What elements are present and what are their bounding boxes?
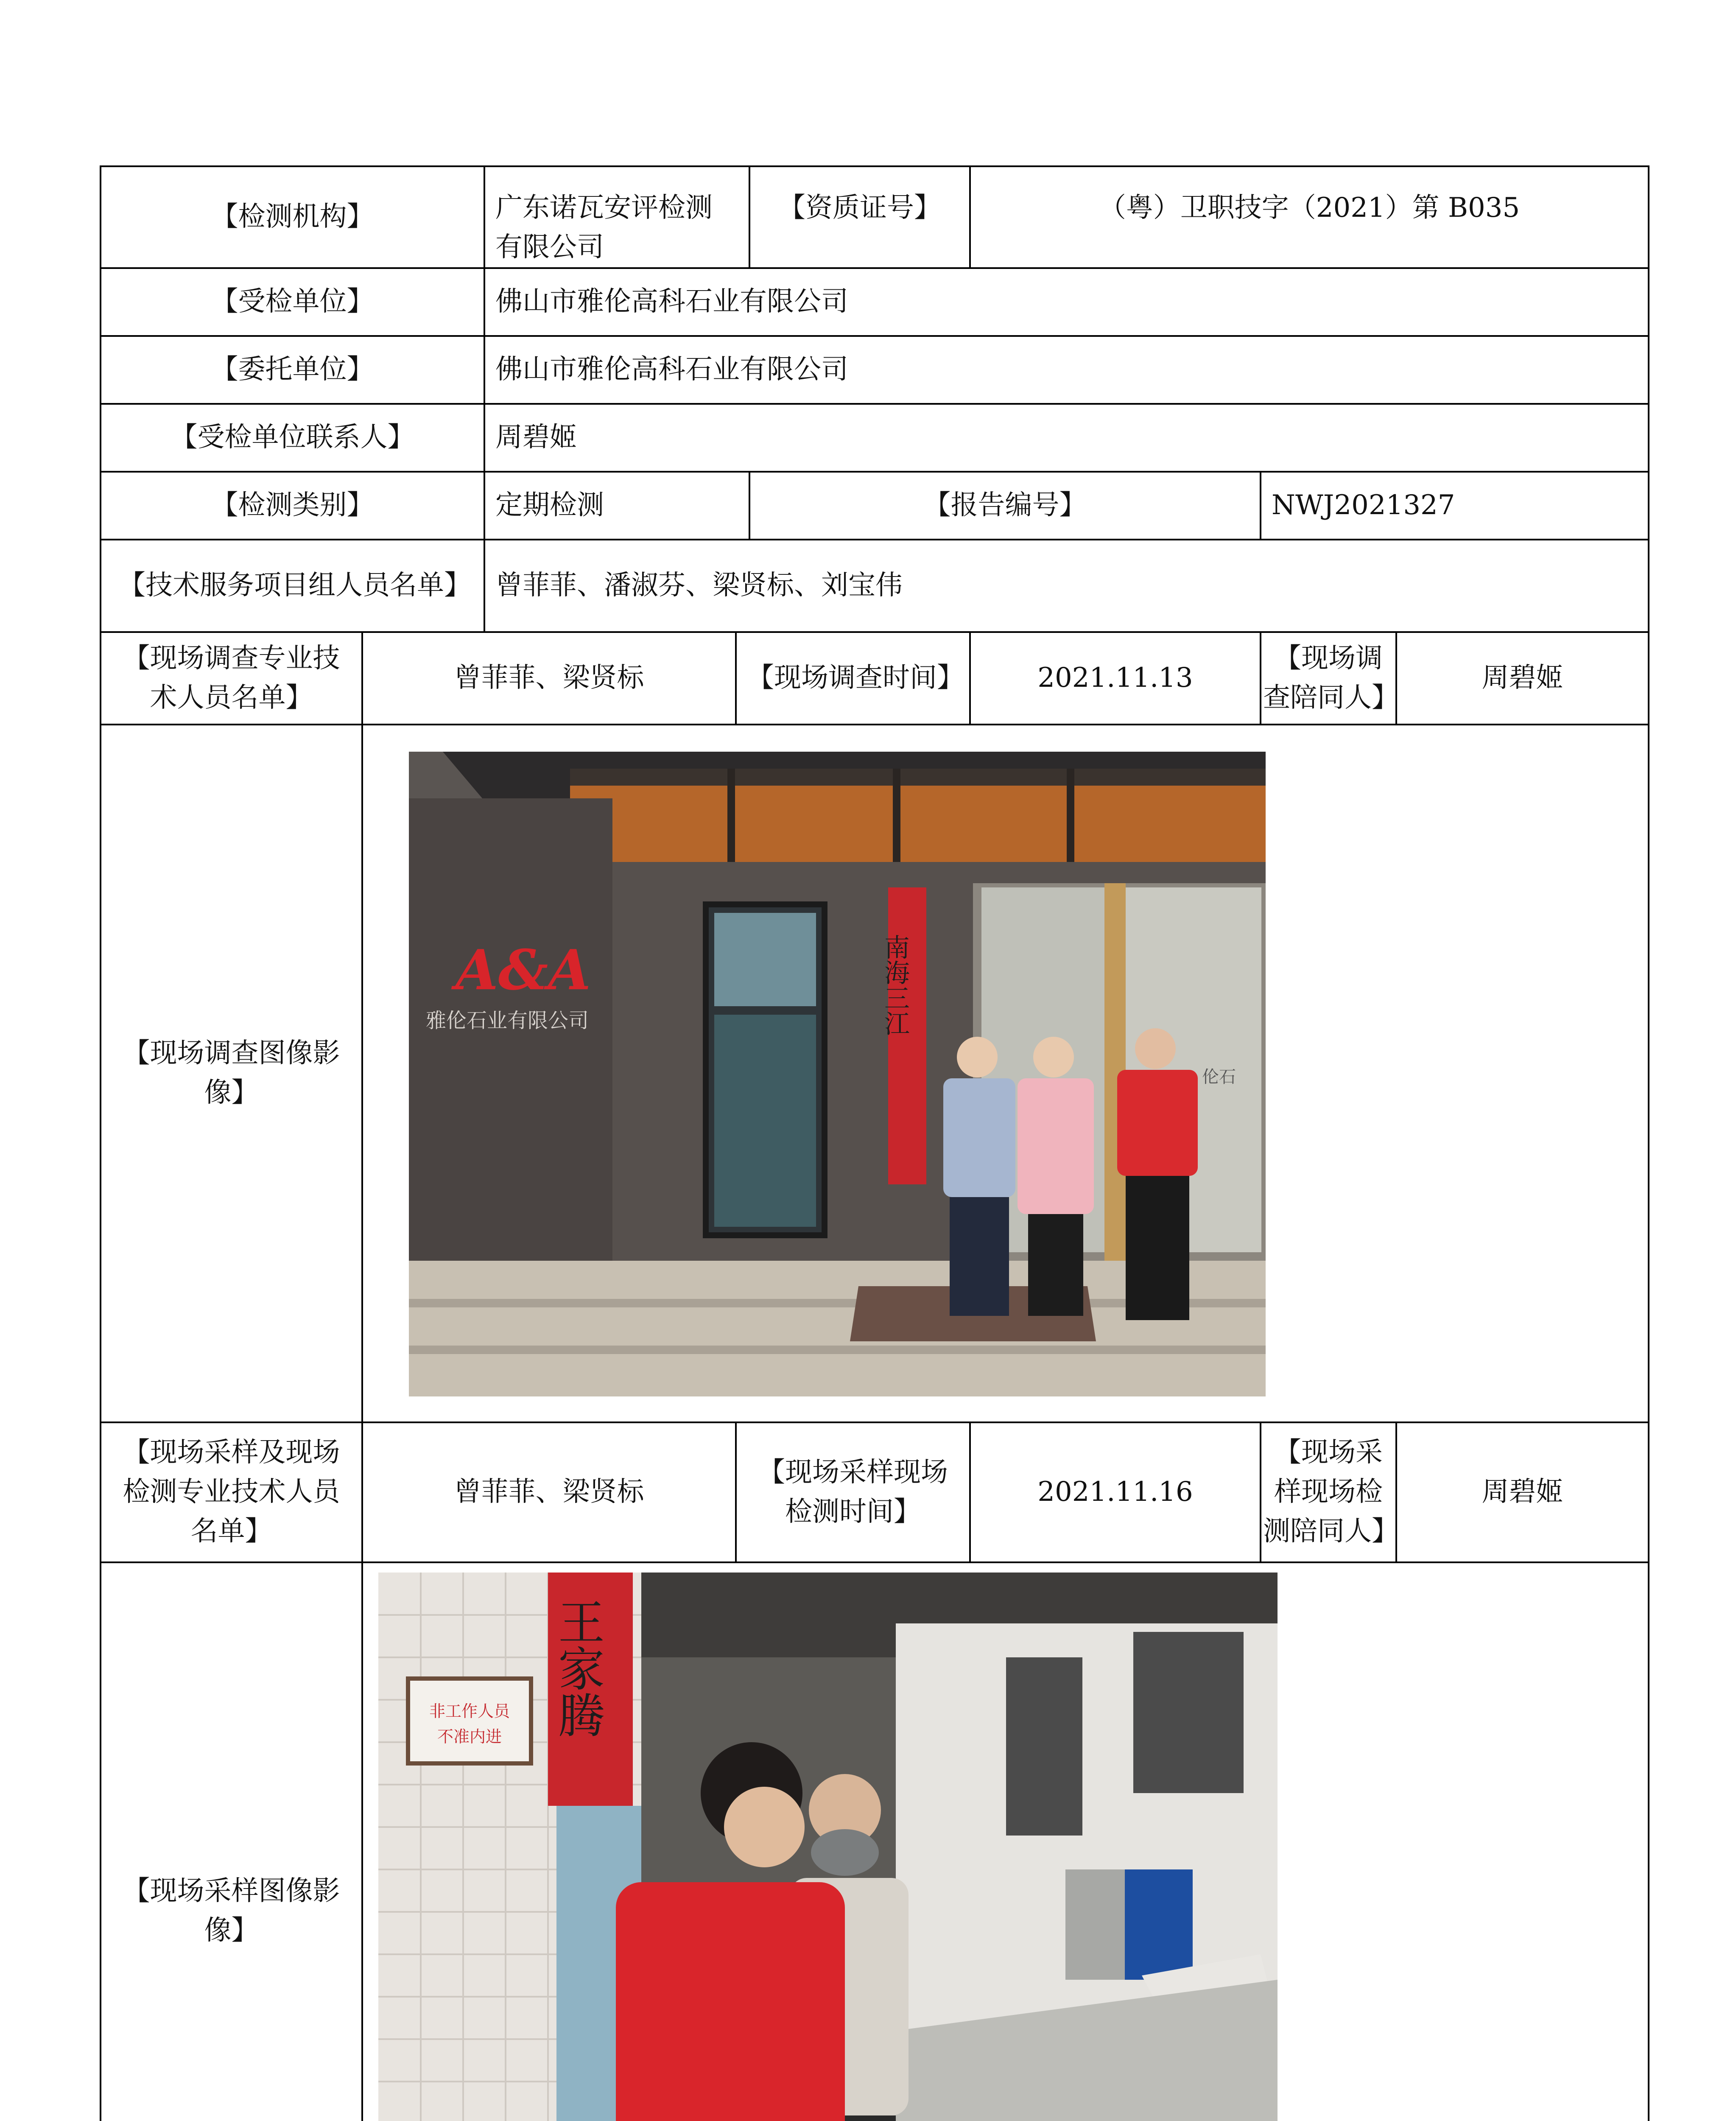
sampling-photo-svg [378, 1573, 1278, 2121]
report-no-label: 【报告编号】 [749, 472, 1261, 540]
inspected-unit-value: 佛山市雅伦高科石业有限公司 [484, 268, 1649, 336]
cert-value: （粤）卫职技字（2021）第 B035 [970, 166, 1649, 268]
storefront-photo-svg [409, 752, 1266, 1396]
sampling-image-label: 【现场采样图像影像】 [101, 1562, 362, 2121]
entrusting-unit-value: 佛山市雅伦高科石业有限公司 [484, 336, 1649, 404]
warning-sign-line2: 不准内进 [437, 1727, 502, 1746]
red-banner: 王家腾 [551, 1598, 605, 1738]
survey-escort-label: 【现场调查陪同人】 [1261, 632, 1396, 725]
sampling-staff-label: 【现场采样及现场检测专业技术人员名单】 [101, 1422, 362, 1562]
cert-label: 【资质证号】 [749, 166, 970, 268]
sampling-photo [378, 1573, 1278, 2121]
survey-escort-value: 周碧姬 [1396, 632, 1649, 725]
institution-value: 广东诺瓦安评检测有限公司 [484, 166, 749, 268]
inspection-info-table [100, 165, 1649, 2121]
category-label: 【检测类别】 [101, 472, 484, 540]
inspected-unit-label: 【受检单位】 [101, 268, 484, 336]
sampling-time-label: 【现场采样现场检测时间】 [736, 1422, 970, 1562]
survey-staff-label: 【现场调查专业技术人员名单】 [101, 632, 362, 725]
sampling-escort-label: 【现场采样现场检测陪同人】 [1261, 1422, 1396, 1562]
survey-image-label: 【现场调查图像影像】 [101, 725, 362, 1422]
sampling-escort-value: 周碧姬 [1396, 1422, 1649, 1562]
survey-time-value: 2021.11.13 [970, 632, 1261, 725]
contact-label: 【受检单位联系人】 [101, 404, 484, 472]
survey-photo-cell [362, 725, 1649, 1422]
company-logo: A&A [456, 937, 591, 1002]
door-sign: 伦石 [1202, 1067, 1236, 1087]
survey-staff-value: 曾菲菲、梁贤标 [362, 632, 736, 725]
red-couplet: 南海三江 [880, 934, 910, 1036]
category-value: 定期检测 [484, 472, 749, 540]
team-value: 曾菲菲、潘淑芬、梁贤标、刘宝伟 [484, 540, 1649, 632]
institution-label: 【检测机构】 [101, 166, 484, 268]
survey-photo [409, 752, 1266, 1396]
team-label: 【技术服务项目组人员名单】 [101, 540, 484, 632]
survey-time-label: 【现场调查时间】 [736, 632, 970, 725]
warning-sign-line1: 非工作人员 [429, 1701, 510, 1721]
contact-value: 周碧姬 [484, 404, 1649, 472]
entrusting-unit-label: 【委托单位】 [101, 336, 484, 404]
sampling-staff-value: 曾菲菲、梁贤标 [362, 1422, 736, 1562]
sampling-photo-cell [362, 1562, 1649, 2121]
report-no-value: NWJ2021327 [1261, 472, 1649, 540]
company-wall-sign: 雅伦石业有限公司 [426, 1008, 589, 1033]
sampling-time-value: 2021.11.16 [970, 1422, 1261, 1562]
